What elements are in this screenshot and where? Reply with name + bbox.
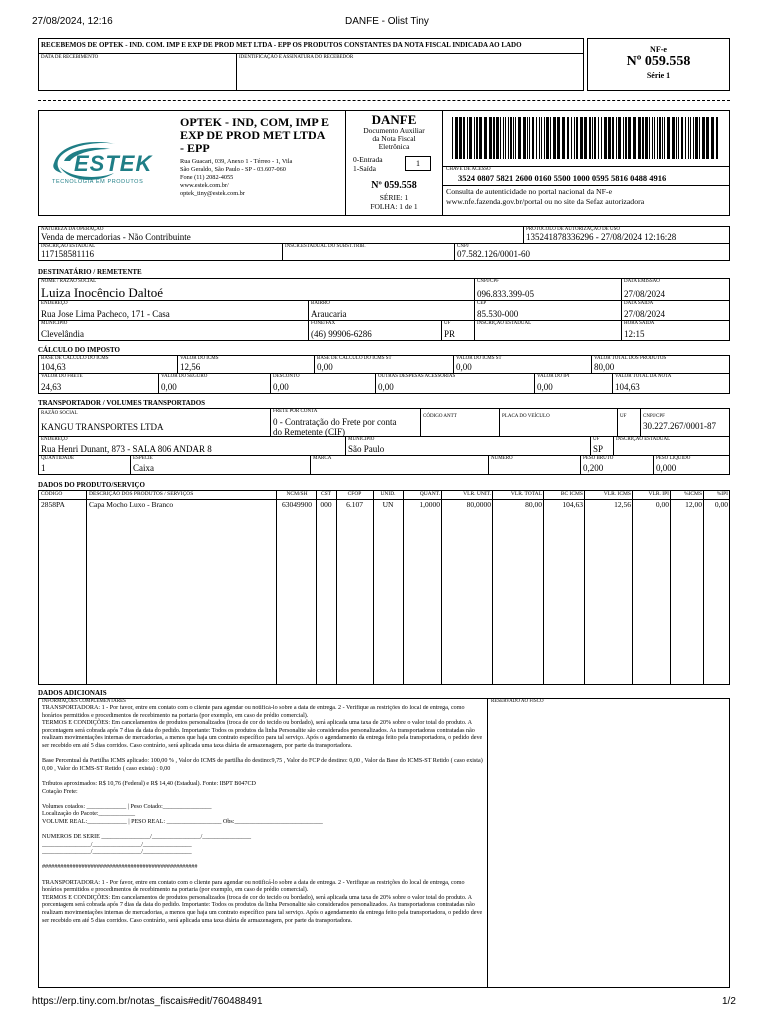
col-header-ipi-value: VLR. IPI	[648, 491, 669, 497]
operation-nature: NATUREZA DA OPERAÇÃO Venda de mercadorias - Não Contribuinte	[38, 226, 524, 244]
recipient-address: ENDEREÇO Rua Jose Lima Pacheco, 171 - Casa	[38, 300, 309, 321]
recipient-exit: DATA SAÍDA 27/08/2024	[621, 300, 730, 321]
additional-info-label: INFORMAÇÕES COMPLEMENTARES	[42, 699, 126, 704]
emitter-address-1: Rua Guacari, 039, Anexo 1 - Térreo - 1, Vila	[180, 158, 293, 165]
logo-subtitle: TECNOLOGIA EM PRODUTOS	[52, 179, 144, 185]
access-key: 3524 0807 5821 2600 0160 5500 1000 0595 5816 0488 4916	[458, 173, 667, 183]
danfe-saida: 1-Saída	[353, 164, 376, 173]
additional-info-text: TRANSPORTADORA: 1 - Por favor, entre em contato com o cliente para agendar ou notificá-lo sobre a data de entrega. 2 - Verifique as restrições do local de entrega, como horários permitidos e procedimentos de recebimento na portaria (por exemplo, em caso de prédio comercial). TERMOS E CONDIÇÕES: Em cancelamentos de produtos personalizados (troca de cor do tecido ou bordado), será aplicada uma taxa de 20% sobre o valor total do produto. A porcentagem será cobrada após 7 dias da data do pedido. Importante: Todos os produtos da linha Personalite são considerados personalizados. As transportadoras contratadas não realizam movimentações internas de mercadorias, a menos que haja um contrato específico para tal serviço. Após o agendamento da entrega feito pela transportadora, o pedido deve ser recebido em até 5 dias corridos. Caso contrário, será aplicada uma taxa diária de armazenagem, por parte da transportadora. Base Percentual da Partilha ICMS aplicado: 100,00 % , Valor do ICMS de partilha do destino:9,75 , Valor do FCP de destino: 0,00 , Valor da Base do ICMS-ST Retido ( caso exista) 0,00 , Valor do ICMS-ST Retido ( caso exista) : 0,00 Tributos aproximados: R$ 10,76 (Federal) e R$ 14,40 (Estadual). Fonte: IBPT B047CD Cotação Frete: Volumes cotados: _____________ | Peso Cotado:________________ Localização do Pacote:____________ VOLUME REAL:_____________ | PESO REAL: __________________ Obs:_____________________________ NUMEROS DE SERIE ________________/________________/________________ ________________/________________/________________ ________________/________________/________________ ################################################### TRANSPORTADORA: 1 - Por favor, entre em contato com o cliente para agendar ou notificá-lo sobre a data de entrega. 2 - Verifique as restrições do local de entrega, como horários permitidos e procedimentos de recebimento na portaria (por exemplo, em caso de prédio comercial). TERMOS E CONDIÇÕES: Em cancelamentos de produtos personalizados (troca de cor do tecido ou bordado), será aplicada uma taxa de 20% sobre o valor total do produto. A porcentagem será cobrada após 7 dias da data do pedido. Importante: Todos os produtos da linha Personalite são considerados personalizados. As transportadoras contratadas não realizam movimentações internas de mercadorias, a menos que haja um contrato específico para tal serviço. Após o agendamento da entrega feito pela transportadora, o pedido deve ser recebido em até 5 dias corridos. Caso contrário, será aplicada uma taxa diária de armazenagem, por parte da transportadora.	[42, 705, 483, 924]
tax-base-icms-st: BASE DE CÁLCULO DO ICMS ST 0,00	[314, 355, 454, 374]
col-header-unit-value: VLR. UNIT.	[463, 491, 491, 497]
transport-uf: UF	[617, 408, 641, 437]
receipt-date-label: DATA DE RECEBIMENTO	[41, 55, 99, 60]
receipt-stub	[38, 38, 584, 91]
fisco-label: RESERVADO AO FISCO	[491, 699, 544, 704]
transport-brand: MARCA	[310, 455, 489, 475]
tax-total-note: VALOR TOTAL DA NOTA 104,63	[612, 373, 730, 394]
danfe-series: SÉRIE: 1	[379, 193, 409, 202]
col-header-unit: UNID.	[380, 491, 396, 497]
table-row: 2858PA Capa Mocho Luxo - Branco 63049900 000 6.107 UN 1,0000 80,0000 80,00 104,63 12,56 0,00 12,00 0,00	[41, 500, 728, 509]
col-header-code: CÓDIGO	[41, 491, 63, 497]
receipt-series: Série 1	[646, 71, 671, 80]
col-header-ipi-pct: %IPI	[716, 491, 728, 497]
col-header-cfop: CFOP	[347, 491, 362, 497]
transport-address: ENDEREÇO Rua Henri Dunant, 873 - SALA 806 ANDAR 8	[38, 436, 346, 456]
recipient-phone: FONE/FAX (46) 99906-6286	[308, 320, 442, 341]
receipt-nfe-label: NF-e	[650, 45, 667, 54]
cut-line	[38, 100, 730, 101]
recipient-district: BAIRRO Araucaria	[308, 300, 475, 321]
consult-text: Consulta de autenticidade no portal nacional da NF-e	[446, 187, 613, 196]
col-header-icms-pct: %ICMS	[683, 491, 702, 497]
tax-icms: VALOR DO ICMS 12,56	[177, 355, 315, 374]
transport-freight: FRETE POR CONTA 0 - Contratação do Frete por conta do Remetente (CIF)	[270, 408, 421, 437]
receipt-sign-label: IDENTIFICAÇÃO E ASSINATURA DO RECEBEDOR	[239, 55, 354, 60]
recipient-ie: INSCRIÇÃO ESTADUAL	[474, 320, 622, 341]
receipt-number: Nº 059.558	[626, 54, 691, 69]
tax-section: CÁLCULO DO IMPOSTO	[38, 346, 120, 354]
receipt-nfe-box	[587, 38, 730, 91]
recipient-cpf: CNPJ/CPF 096.833.399-05	[474, 278, 622, 301]
print-title: DANFE - Olist Tiny	[345, 16, 429, 27]
recipient-emission: DATA EMISSÃO 27/08/2024	[621, 278, 730, 301]
emitter-address-2: São Geraldo, São Paulo - SP - 03.607-060	[180, 166, 286, 173]
danfe-sub-3: Eletrônica	[378, 142, 410, 151]
consult-url: www.nfe.fazenda.gov.br/portal ou no site da Sefaz autorizadora	[446, 197, 645, 206]
recipient-uf: UF PR	[441, 320, 475, 341]
col-header-icms-value: VLR. ICMS	[603, 491, 631, 497]
tax-other-expenses: OUTRAS DESPESAS ACESSÓRIAS 0,00	[375, 373, 535, 394]
barcode	[452, 117, 720, 159]
col-header-total: VLR. TOTAL	[510, 491, 542, 497]
transport-carrier: RAZÃO SOCIAL KANGU TRANSPORTES LTDA	[38, 408, 271, 437]
transport-number: NÚMERO	[488, 455, 581, 475]
tax-icms-st: VALOR DO ICMS ST 0,00	[453, 355, 592, 374]
recipient-hour: HORA SAÍDA 12:15	[621, 320, 730, 341]
danfe-entrada: 0-Entrada	[353, 155, 383, 164]
print-datetime: 27/08/2024, 12:16	[32, 16, 113, 27]
transport-qty: QUANTIDADE 1	[38, 455, 131, 475]
danfe-number: Nº 059.558	[371, 180, 417, 191]
col-header-ncm: NCM/SH	[286, 491, 308, 497]
operation-ie: INSCRIÇÃO ESTADUAL 117158581116	[38, 243, 283, 261]
tax-discount: DESCONTO 0,00	[270, 373, 376, 394]
recipient-cep: CEP 85.530-000	[474, 300, 622, 321]
transport-cnpj: CNPJ/CPF 30.227.267/0001-87	[640, 408, 730, 437]
logo-text: ESTEK	[74, 151, 153, 176]
transport-section: TRANSPORTADOR / VOLUMES TRANSPORTADOS	[38, 399, 206, 407]
danfe-folha: FOLHA: 1 de 1	[370, 202, 418, 211]
tax-base-icms: BASE DE CÁLCULO DO ICMS 104,63	[38, 355, 178, 374]
recipient-section: DESTINATÁRIO / REMETENTE	[38, 268, 142, 276]
transport-gross-weight: PESO BRUTO 0,200	[580, 455, 654, 475]
col-header-bc-icms: BC ICMS	[560, 491, 583, 497]
recipient-city: MUNICÍPIO Clevelândia	[38, 320, 309, 341]
col-header-description: DESCRIÇÃO DOS PRODUTOS / SERVIÇOS	[89, 491, 194, 497]
tax-freight: VALOR DO FRETE 24,63	[38, 373, 159, 394]
transport-uf2: UF SP	[590, 436, 614, 456]
access-key-label: CHAVE DE ACESSO	[446, 167, 491, 172]
danfe-sub-2: da Nota Fiscal	[372, 134, 416, 143]
transport-antt: CÓDIGO ANTT	[420, 408, 500, 437]
transport-kind: ESPÉCIE Caixa	[130, 455, 311, 475]
danfe-title: DANFE	[371, 112, 417, 127]
emitter-name: OPTEK - IND, COM, IMP E EXP DE PROD MET LTDA - EPP	[180, 115, 329, 155]
danfe-block	[346, 112, 442, 151]
transport-plate: PLACA DO VEÍCULO	[499, 408, 618, 437]
transport-ie: INSCRIÇÃO ESTADUAL	[613, 436, 730, 456]
emitter-email: optek_tiny@estek.com.br	[180, 190, 245, 197]
danfe-type-box: 1	[405, 156, 431, 171]
logo	[50, 137, 175, 189]
col-header-cst: CST	[320, 491, 332, 497]
transport-net-weight: PESO LÍQUIDO 0,000	[653, 455, 730, 475]
transport-city: MUNICÍPIO São Paulo	[345, 436, 591, 456]
products-section: DADOS DO PRODUTO/SERVIÇO	[38, 481, 145, 489]
recipient-name: NOME / RAZÃO SOCIAL Luiza Inocêncio Daltoé	[38, 278, 475, 301]
col-header-qty: QUANT.	[419, 491, 440, 497]
tax-insurance: VALOR DO SEGURO 0,00	[158, 373, 271, 394]
danfe-sub-1: Documento Auxiliar	[363, 126, 425, 135]
products-table	[38, 490, 730, 685]
operation-protocol: PROTOCOLO DE AUTORIZAÇÃO DE USO 135241878336296 - 27/08/2024 12:16:28	[523, 226, 730, 244]
operation-ie-st: INSCR.ESTADUAL DO SUBST.TRIB.	[282, 243, 455, 261]
emitter-site: www.estek.com.br/	[180, 182, 229, 189]
tax-ipi: VALOR DO IPI 0,00	[534, 373, 613, 394]
additional-section: DADOS ADICIONAIS	[38, 689, 107, 697]
operation-cnpj: CNPJ 07.582.126/0001-60	[454, 243, 730, 261]
receipt-text: RECEBEMOS DE OPTEK - IND. COM. IMP E EXP DE PROD MET LTDA - EPP OS PRODUTOS CONSTANTES DA NOTA FISCAL INDICADA AO LADO	[41, 41, 522, 49]
print-page: 1/2	[722, 996, 736, 1007]
print-url: https://erp.tiny.com.br/notas_fiscais#edit/760488491	[32, 996, 263, 1007]
tax-total-products: VALOR TOTAL DOS PRODUTOS 80,00	[591, 355, 730, 374]
emitter-phone: Fone (11) 2082-4055	[180, 174, 234, 181]
